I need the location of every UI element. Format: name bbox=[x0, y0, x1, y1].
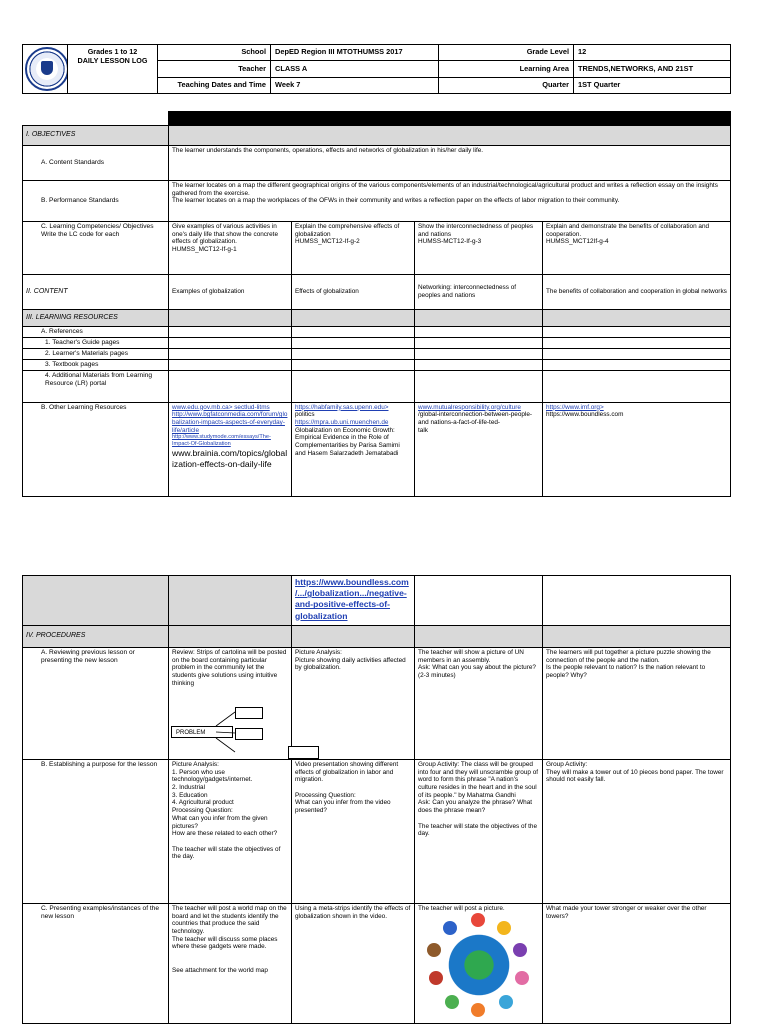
resource-link-upenn[interactable]: https://habfamily.sas.upenn.edu> bbox=[295, 403, 389, 411]
resources-col-3 bbox=[415, 402, 543, 496]
content-item-1: Examples of globalization bbox=[169, 275, 292, 310]
resource-link-1[interactable]: www.edu.gov.mb.ca> sectlud-litms bbox=[172, 403, 270, 411]
procedures-heading: IV. PROCEDURES bbox=[23, 626, 169, 648]
performance-standards-label: B. Performance Standards bbox=[23, 181, 169, 222]
proc-a-text-1: Review: Strips of cartolina will be posted on the board containing particular problem in the community let the students give solutions using intuitive thinking bbox=[172, 649, 287, 687]
deped-seal-icon bbox=[25, 47, 68, 91]
day-header-bar bbox=[169, 112, 731, 126]
objectives-heading-fill bbox=[169, 126, 731, 146]
grade-label: Grade Level bbox=[439, 45, 574, 61]
resource-boundless: https://www.boundless.com bbox=[546, 411, 624, 419]
resource-link-imf[interactable]: https://www.imf.org> bbox=[546, 403, 604, 411]
grade-value: 12 bbox=[574, 45, 731, 61]
globe-kids-image bbox=[433, 919, 525, 1011]
resources-fill-3 bbox=[415, 310, 543, 327]
page2-label-fill bbox=[23, 576, 169, 626]
lm-label: 2. Learner's Materials pages bbox=[23, 348, 169, 359]
deped-seal bbox=[23, 45, 68, 94]
resource-link-mutual[interactable]: www.mutualresponsibility.org/culture bbox=[418, 403, 521, 411]
resources-col-2 bbox=[292, 402, 415, 496]
proc-a-cell-1 bbox=[169, 648, 292, 760]
teacher-value: CLASS A bbox=[271, 61, 439, 77]
kid-icon bbox=[497, 921, 511, 935]
content-item-3: Networking: interconnectedness of peoples and nations bbox=[415, 275, 543, 310]
resources-col-1 bbox=[169, 402, 292, 496]
content-standards-label: A. Content Standards bbox=[23, 146, 169, 181]
solution-box-1 bbox=[235, 707, 263, 719]
problem-box bbox=[171, 726, 233, 738]
am-label: 4. Additional Materials from Learning Resource (LR) portal bbox=[23, 370, 169, 402]
floating-box bbox=[288, 746, 319, 759]
tb-label: 3. Textbook pages bbox=[23, 359, 169, 370]
competency-1: Give examples of various activities in one's daily life that show the concrete effects of globalization. HUMSS_MCT12-If-g-1 bbox=[169, 222, 292, 275]
resource-link-mpra[interactable]: https://mpra.ub.uni.muenchen.de bbox=[295, 419, 389, 426]
proc-a-cell-3: The teacher will show a picture of UN members in an assembly. Ask: What can you say about the picture? (2-3 minutes) bbox=[415, 648, 543, 760]
school-label: School bbox=[158, 45, 271, 61]
resource-politics: politics bbox=[295, 411, 315, 419]
quarter-label: Quarter bbox=[439, 77, 574, 93]
proc-a-cell-2: Picture Analysis: Picture showing daily activities affected by globalization. bbox=[292, 648, 415, 760]
resource-link-2[interactable]: http://www.bgfatconmedia.com/forum/globalization-impacts-aspects-of-everyday-life/article bbox=[172, 411, 288, 434]
kid-icon bbox=[443, 921, 457, 935]
proc-b-cell-1: Picture Analysis: 1. Person who use technology/gadgets/internet. 2. Industrial 3. Education 4. Agricultural product Processing Question: What can you infer from the given pictures? How are these related to each other? The teacher will state the objectives of the day. bbox=[169, 760, 292, 904]
resources-col-4 bbox=[543, 402, 731, 496]
problem-label: PROBLEM bbox=[176, 730, 206, 736]
kid-icon bbox=[471, 913, 485, 927]
kid-icon bbox=[429, 971, 443, 985]
area-label: Learning Area bbox=[439, 61, 574, 77]
page2-fill-1 bbox=[169, 576, 292, 626]
lesson-table bbox=[22, 111, 731, 497]
resources-heading: III. LEARNING RESOURCES bbox=[23, 310, 169, 327]
proc-c-cell-3 bbox=[415, 904, 543, 1024]
other-resources-label: B. Other Learning Resources bbox=[23, 402, 169, 496]
proc-b-cell-4: Group Activity: They will make a tower out of 10 pieces bond paper. The tower should not easily fall. bbox=[543, 760, 731, 904]
kid-icon bbox=[427, 943, 441, 957]
proc-b-cell-2: Video presentation showing different effects of globalization in labor and migration. Processing Question: What can you infer from the video presented? bbox=[292, 760, 415, 904]
references-label: A. References bbox=[23, 327, 169, 338]
competency-2: Explain the comprehensive effects of globalization HUMSS_MCT12-If-g-2 bbox=[292, 222, 415, 275]
resources-fill-4 bbox=[543, 310, 731, 327]
objectives-heading: I. OBJECTIVES bbox=[23, 126, 169, 146]
dates-value: Week 7 bbox=[271, 77, 439, 93]
content-heading: II. CONTENT bbox=[23, 275, 169, 310]
kid-icon bbox=[513, 943, 527, 957]
proc-c-cell-2: Using a meta-strips identify the effects of globalization shown in the video. bbox=[292, 904, 415, 1024]
boundless-url[interactable] bbox=[292, 576, 415, 626]
resource-mpra-title: Globalization on Economic Growth: Empirical Evidence in the Role of Complementarities by Parisa Samimi and Hasem Salarzadeth Jematabadi bbox=[295, 426, 400, 457]
proc-b-cell-3: Group Activity: The class will be grouped into four and they will unscramble group of word to form this phrase "A nation's culture resides in the heart and in the soul of its people." by Mahatma Gandhi Ask: Can you analyze the phrase? What does the phrase mean? The teacher will state the objectives of the day. bbox=[415, 760, 543, 904]
proc-a-label: A. Reviewing previous lesson or presenting the new lesson bbox=[23, 648, 169, 760]
proc-c-label: C. Presenting examples/instances of the new lesson bbox=[23, 904, 169, 1024]
proc-c-text-3: The teacher will post a picture. bbox=[418, 905, 505, 912]
resources-fill-2 bbox=[292, 310, 415, 327]
quarter-value: 1ST Quarter bbox=[574, 77, 731, 93]
proc-a-cell-4: The learners will put together a picture puzzle showing the connection of the people and the nation. Is the people relevant to nation? Is the nation relevant to people? Why? bbox=[543, 648, 731, 760]
solution-box-2 bbox=[235, 728, 263, 740]
kid-icon bbox=[471, 1003, 485, 1017]
dates-label: Teaching Dates and Time bbox=[158, 77, 271, 93]
competency-3: Show the interconnectedness of peoples and nations HUMSS-MCT12-If-g-3 bbox=[415, 222, 543, 275]
resource-mutual-path: /global-interconnection-between-people-and nations-a-fact-of-life-ted- talk bbox=[418, 411, 533, 434]
proc-c-cell-1: The teacher will post a world map on the board and let the students identify the countries that produce the said technology. The teacher will discuss some places where these gadgets were made. See attachment for the world map bbox=[169, 904, 292, 1024]
proc-c-cell-4: What made your tower stronger or weaker over the other towers? bbox=[543, 904, 731, 1024]
content-item-4: The benefits of collaboration and cooperation in global networks bbox=[543, 275, 731, 310]
procedures-table bbox=[22, 575, 731, 1024]
resources-fill-1 bbox=[169, 310, 292, 327]
resource-brainia: www.brainia.com/topics/globalization-effects-on-daily-life bbox=[172, 447, 288, 469]
school-value: DepED Region III MTOTHUMSS 2017 bbox=[271, 45, 439, 61]
content-standards-text: The learner understands the components, operations, effects and networks of globalization in his/her daily life. bbox=[169, 146, 731, 181]
performance-standards-text bbox=[169, 181, 731, 222]
performance-text-1: The learner locates on a map the different geographical origins of the various components/elements of an industrial/technological/agricultural product and writes a reflection essay on the insights gathered from the exercise. bbox=[172, 182, 718, 197]
kid-icon bbox=[499, 995, 513, 1009]
log-title-line1: Grades 1 to 12 bbox=[87, 47, 138, 56]
teacher-label: Teacher bbox=[158, 61, 271, 77]
content-item-2: Effects of globalization bbox=[292, 275, 415, 310]
log-title bbox=[68, 45, 158, 94]
boundless-link[interactable]: https://www.boundless.com/.../globalization.../negative-and-positive-effects-of-globalization bbox=[295, 577, 409, 621]
log-title-line2: DAILY LESSON LOG bbox=[77, 55, 148, 65]
kid-icon bbox=[515, 971, 529, 985]
performance-text-2: The learner locates on a map the workplaces of the OFWs in their community and writes a reflection paper on the effects of labor migration to their community. bbox=[172, 197, 620, 205]
page2-fill-3 bbox=[415, 576, 543, 626]
kid-icon bbox=[445, 995, 459, 1009]
proc-b-label: B. Establishing a purpose for the lesson bbox=[23, 760, 169, 904]
area-value: TRENDS,NETWORKS, AND 21ST bbox=[574, 61, 731, 77]
competency-4: Explain and demonstrate the benefits of collaboration and cooperation. HUMSS_MCT12If-g-4 bbox=[543, 222, 731, 275]
header-table bbox=[22, 44, 731, 94]
competencies-label: C. Learning Competencies/ Objectives Write the LC code for each bbox=[23, 222, 169, 275]
resource-link-3[interactable]: http://www.studymode.com/essays/The-Impact-Of-Globalization bbox=[172, 434, 271, 448]
tg-label: 1. Teacher's Guide pages bbox=[23, 337, 169, 348]
page2-fill-4 bbox=[543, 576, 731, 626]
